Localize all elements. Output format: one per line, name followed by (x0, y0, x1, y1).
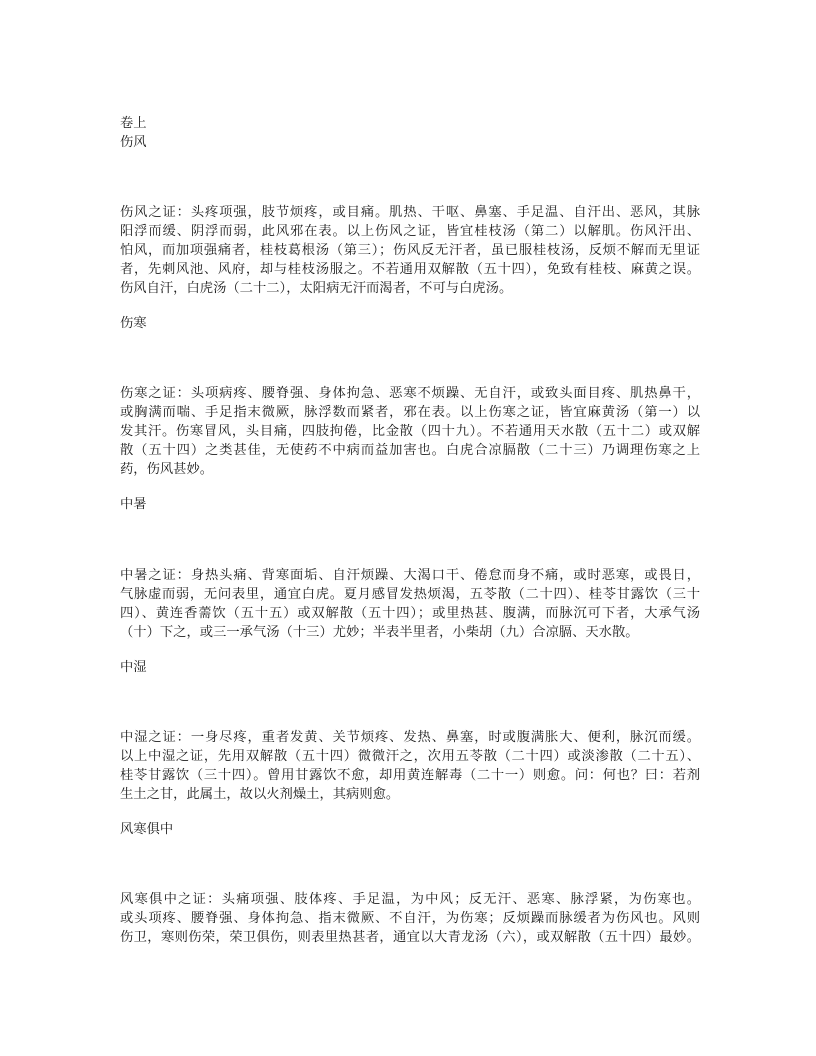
paragraph-line: 阳浮而缓、阴浮而弱，此风邪在表。以上伤风之证，皆宜桂枝汤（第二）以解肌。伤风汗出、 (120, 224, 700, 239)
paragraph-line: 伤风自汗，白虎汤（二十二），太阳病无汗而渴者，不可与白虎汤。 (120, 281, 513, 296)
paragraph-line: 散（五十四）之类甚佳，无使药不中病而益加害也。白虎合凉膈散（二十三）乃调理伤寒之上 (120, 443, 700, 458)
paragraph-line: 发其汗。伤寒冒风，头目痛，四肢拘倦，比金散（四十九）。不若通用天水散（五十二）或双解 (120, 424, 700, 439)
paragraph-line: 药，伤风甚妙。 (120, 462, 214, 477)
section-paragraph (120, 384, 700, 479)
paragraph-line: 气脉虚而弱，无问表里，通宜白虎。夏月感冒发热烦渴，五苓散（二十四）、桂苓甘露饮（三十 (120, 587, 700, 602)
section-heading: 伤寒 (120, 316, 147, 331)
paragraph-line: 或头项疼、腰脊强、身体拘急、指末微厥、不自汗，为伤寒；反烦躁而脉缓者为伤风也。风则 (120, 911, 700, 926)
section-paragraph (120, 728, 700, 804)
section-paragraph (120, 203, 700, 298)
paragraph-line: 桂苓甘露饮（三十四）。曾用甘露饮不愈，却用黄连解毒（二十一）则愈。问：何也？曰：若剂 (120, 768, 700, 783)
paragraph-line: 怕风，而加项强痛者，桂枝葛根汤（第三）；伤风反无汗者，虽已服桂枝汤，反烦不解而无里证 (120, 243, 700, 258)
paragraph-line: 风寒俱中之证：头痛项强、肢体疼、手足温，为中风；反无汗、恶寒、脉浮紧，为伤寒也。 (120, 892, 700, 907)
section-heading: 中暑 (120, 497, 147, 512)
section-paragraph (120, 890, 700, 947)
paragraph-line: （十）下之，或三一承气汤（十三）尤妙；半表半里者，小柴胡（九）合凉膈、天水散。 (120, 625, 639, 640)
section-heading: 风寒俱中 (120, 822, 174, 837)
paragraph-line: 四）、黄连香薷饮（五十五）或双解散（五十四）；或里热甚、腹满，而脉沉可下者，大承气汤 (120, 606, 700, 621)
paragraph-line: 者，先刺风池、风府，却与桂枝汤服之。不若通用双解散（五十四），免致有桂枝、麻黄之误。 (120, 262, 700, 277)
paragraph-line: 中暑之证：身热头痛、背寒面垢、自汗烦躁、大渴口干、倦怠而身不痛，或时恶寒，或畏日， (120, 568, 700, 583)
section-heading: 伤风 (120, 135, 147, 150)
section-paragraph (120, 566, 700, 642)
volume-label: 卷上 (120, 116, 147, 131)
paragraph-line: 伤风之证：头疼项强，肢节烦疼，或目痛。肌热、干呕、鼻塞、手足温、自汗出、恶风，其脉 (120, 205, 700, 220)
paragraph-line: 中湿之证：一身尽疼，重者发黄、关节烦疼、发热、鼻塞，时或腹满胀大、便利，脉沉而缓。 (120, 730, 700, 745)
section-heading: 中湿 (120, 660, 147, 675)
paragraph-line: 或胸满而喘、手足指末微厥，脉浮数而紧者，邪在表。以上伤寒之证，皆宜麻黄汤（第一）以 (120, 405, 700, 420)
paragraph-line: 生土之甘，此属土，故以火剂燥土，其病则愈。 (120, 787, 400, 802)
paragraph-line: 以上中湿之证，先用双解散（五十四）微微汗之，次用五苓散（二十四）或淡渗散（二十五）、 (120, 749, 700, 764)
paragraph-line: 伤寒之证：头项病疼、腰脊强、身体拘急、恶寒不烦躁、无自汗，或致头面目疼、肌热鼻干， (120, 386, 700, 401)
paragraph-line: 伤卫，寒则伤荣，荣卫俱伤，则表里热甚者，通宜以大青龙汤（六），或双解散（五十四）最妙。 (120, 930, 700, 945)
